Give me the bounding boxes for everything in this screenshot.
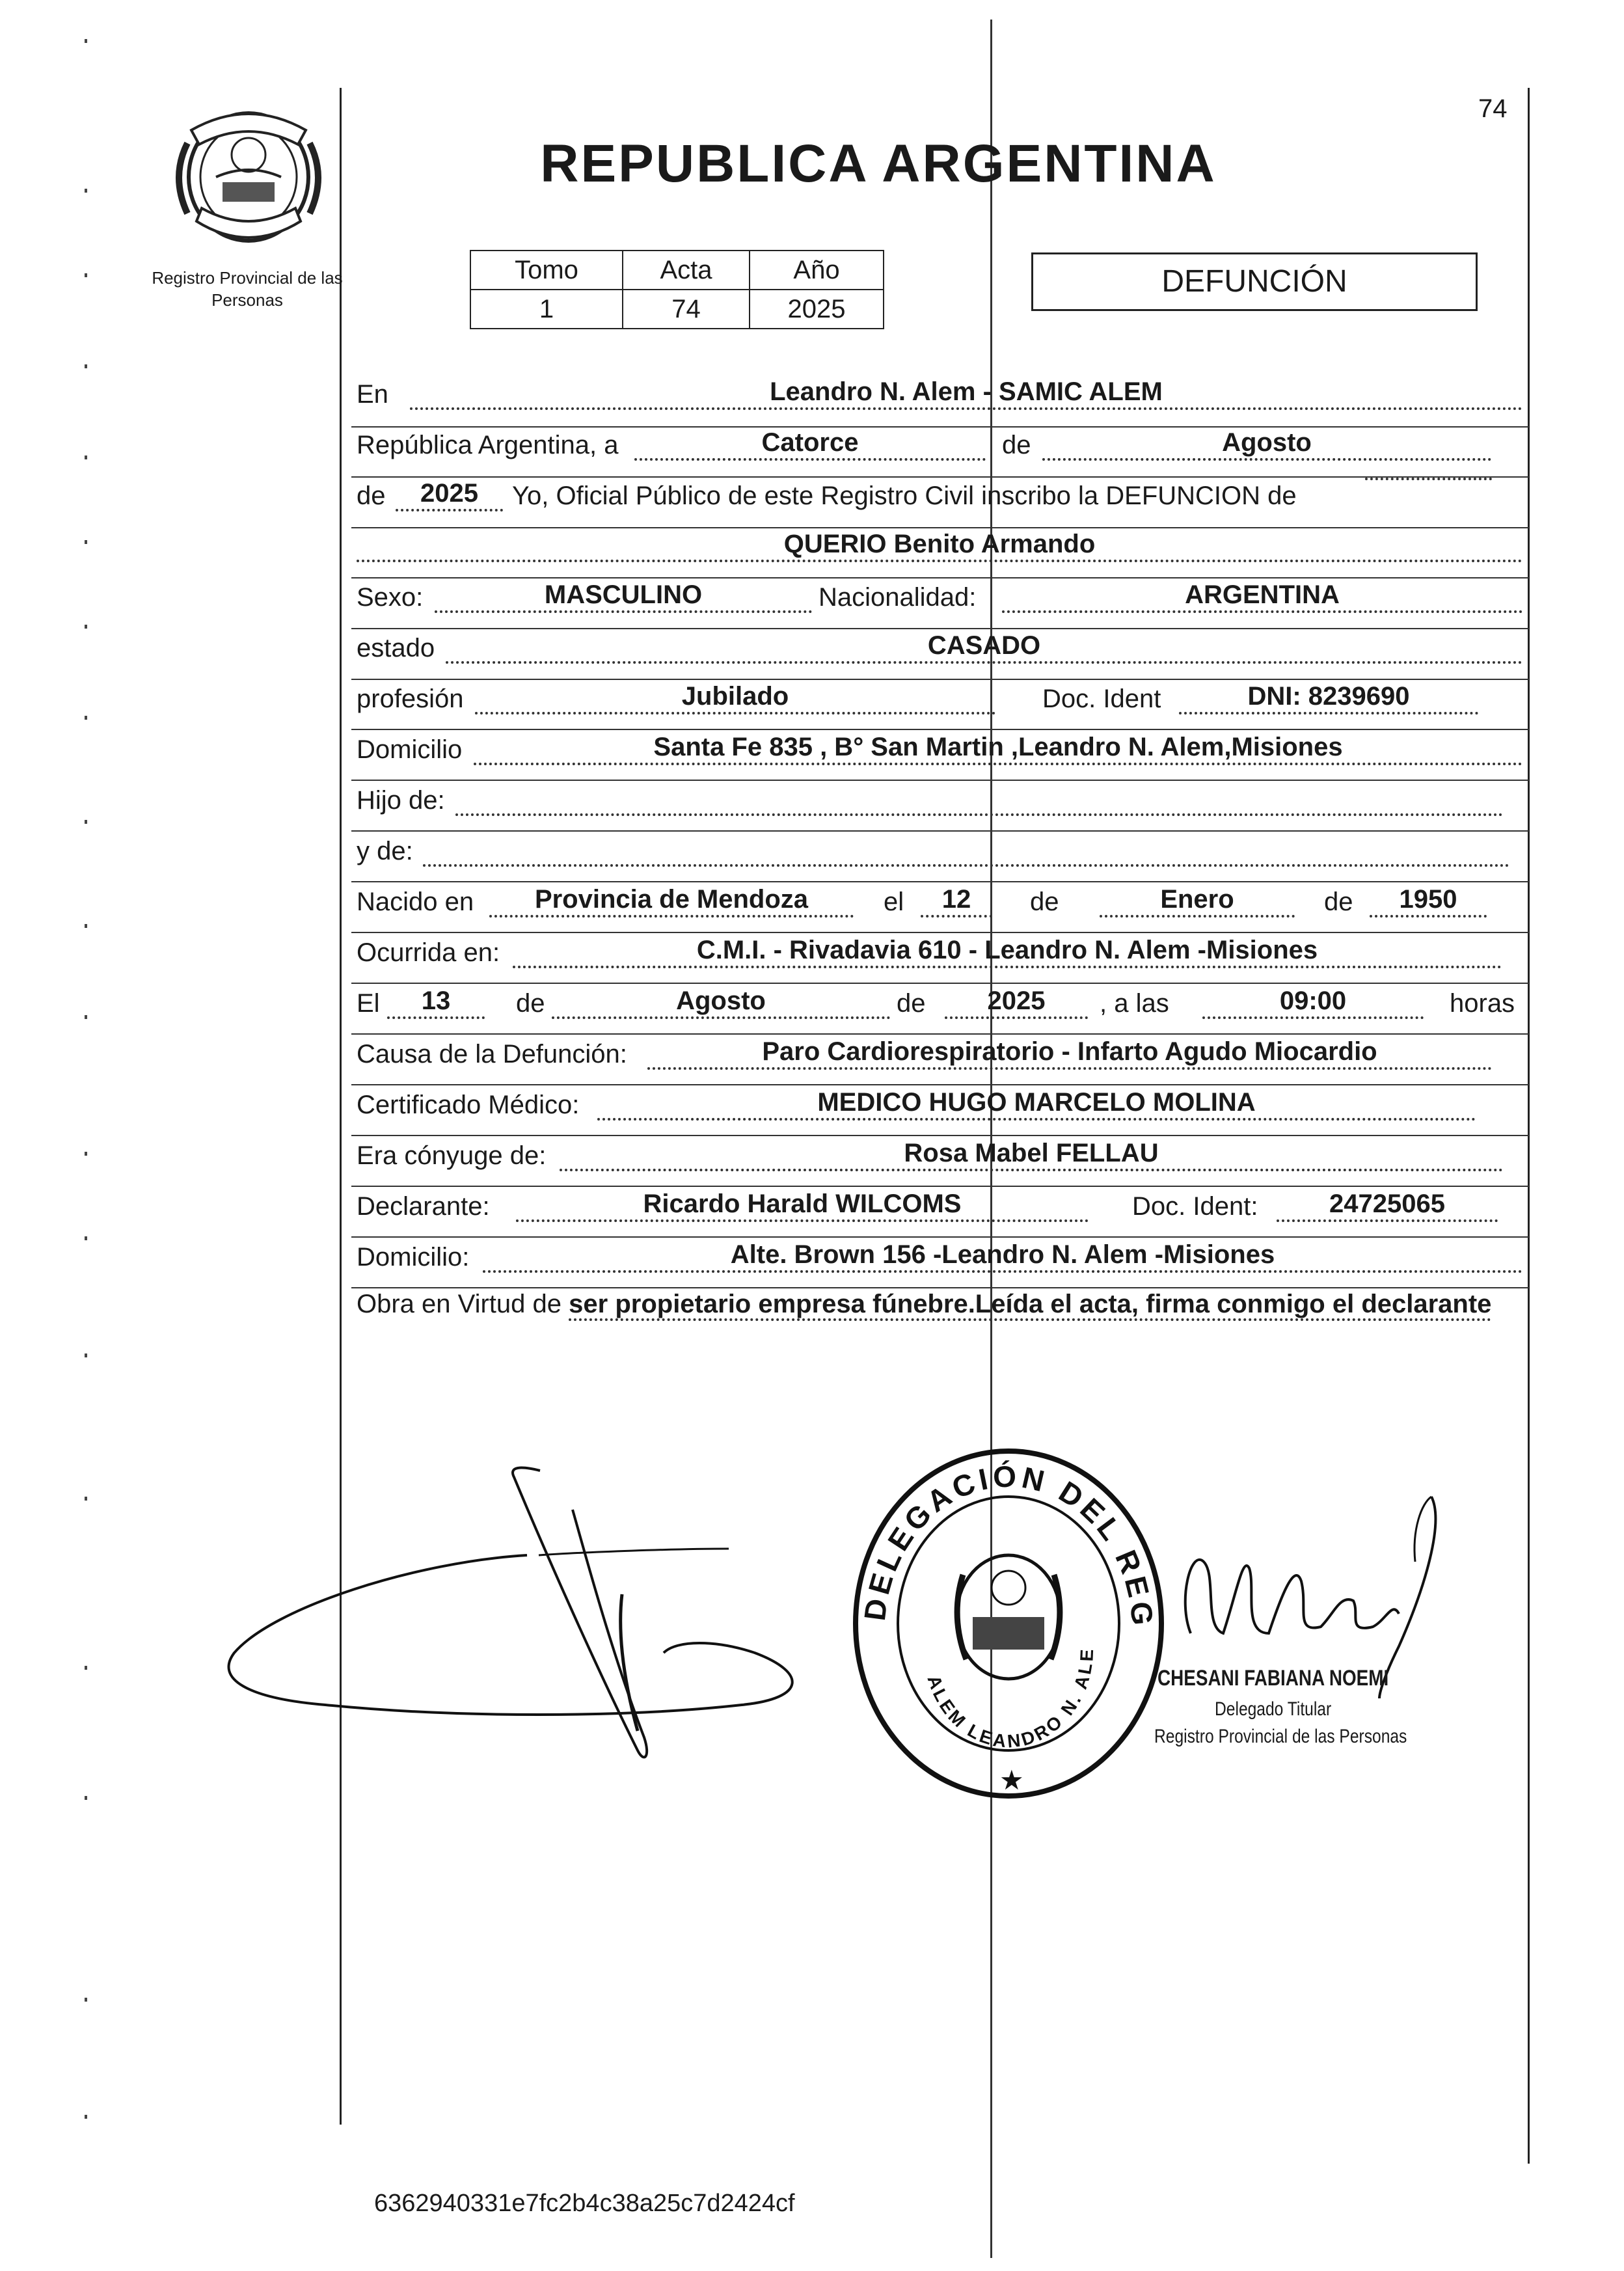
inscribo-trailing-line bbox=[1365, 478, 1492, 480]
row-rule bbox=[351, 932, 1529, 933]
ocurrida-value: C.M.I. - Rivadavia 610 - Leandro N. Alem -Misiones bbox=[513, 934, 1502, 968]
scan-speck bbox=[85, 716, 87, 720]
scan-speck bbox=[85, 273, 87, 277]
death-de1-label: de bbox=[516, 989, 545, 1018]
en-label: En bbox=[357, 380, 388, 409]
birth-de2-label: de bbox=[1324, 888, 1353, 916]
ref-value-anio: 2025 bbox=[750, 290, 884, 329]
ref-header-tomo: Tomo bbox=[470, 251, 623, 290]
scan-speck bbox=[85, 2115, 87, 2119]
obra-label: Obra en Virtud de bbox=[357, 1290, 562, 1318]
conyuge-value: Rosa Mabel FELLAU bbox=[560, 1137, 1503, 1171]
nacido-label: Nacido en bbox=[357, 888, 474, 916]
causa-value: Paro Cardiorespiratorio - Infarto Agudo Miocardio bbox=[647, 1036, 1492, 1070]
scan-speck bbox=[85, 540, 87, 544]
domicilio-label: Domicilio bbox=[357, 735, 463, 764]
birth-month-value: Enero bbox=[1100, 884, 1295, 918]
decl-domicilio-label: Domicilio: bbox=[357, 1243, 470, 1271]
scan-speck bbox=[85, 820, 87, 824]
inscribo-text: Yo, Oficial Público de este Registro Civil inscribo la DEFUNCION de bbox=[512, 482, 1297, 510]
page-number: 74 bbox=[1478, 94, 1508, 123]
estado-value: CASADO bbox=[446, 630, 1522, 664]
misiones-seal-logo bbox=[151, 104, 346, 254]
nacionalidad-label: Nacionalidad: bbox=[819, 583, 977, 612]
signer-name: CHESANI FABIANA NOEMI bbox=[1157, 1666, 1389, 1691]
horas-label: horas bbox=[1450, 989, 1515, 1018]
nacionalidad-value: ARGENTINA bbox=[1002, 579, 1522, 613]
scan-speck bbox=[85, 1236, 87, 1240]
reference-value-row bbox=[470, 290, 884, 329]
death-year-value: 2025 bbox=[945, 985, 1088, 1019]
profesion-label: profesión bbox=[357, 685, 464, 713]
death-de2-label: de bbox=[897, 989, 926, 1018]
scan-speck bbox=[85, 1015, 87, 1019]
birth-el-label: el bbox=[884, 888, 904, 916]
scan-speck bbox=[85, 364, 87, 368]
year-value: 2025 bbox=[396, 478, 503, 511]
yde-label: y de: bbox=[357, 837, 413, 865]
certificado-label: Certificado Médico: bbox=[357, 1091, 580, 1119]
scan-speck bbox=[85, 1497, 87, 1501]
doc-value: DNI: 8239690 bbox=[1179, 681, 1478, 714]
declarante-value: Ricardo Harald WILCOMS bbox=[516, 1188, 1089, 1222]
registry-stamp bbox=[839, 1435, 1178, 1799]
scan-speck bbox=[85, 625, 87, 629]
star-icon: ★ bbox=[999, 1764, 1024, 1796]
month-value: Agosto bbox=[1042, 427, 1491, 461]
scan-speck bbox=[85, 1353, 87, 1357]
scan-speck bbox=[85, 1998, 87, 2002]
right-margin-rule bbox=[1528, 88, 1530, 2164]
death-el-label: El bbox=[357, 989, 380, 1018]
act-type-box: DEFUNCIÓN bbox=[1031, 252, 1478, 311]
ref-header-anio: Año bbox=[750, 251, 884, 290]
scan-speck bbox=[85, 1152, 87, 1156]
republica-label: República Argentina, a bbox=[357, 431, 619, 459]
row-rule bbox=[351, 1033, 1529, 1035]
svg-text:DELEGACIÓN DEL REGISTRO DE LAS bbox=[839, 1435, 1160, 1630]
declarante-doc-value: 24725065 bbox=[1277, 1188, 1498, 1222]
row-rule bbox=[351, 577, 1529, 578]
estado-label: estado bbox=[357, 634, 435, 662]
scan-speck bbox=[85, 1796, 87, 1800]
scan-speck bbox=[85, 189, 87, 193]
obra-paragraph bbox=[357, 1287, 1528, 1321]
document-hash: 6362940331e7fc2b4c38a25c7d2424cf bbox=[374, 2190, 795, 2217]
declarante-label: Declarante: bbox=[357, 1192, 490, 1221]
hijo-label: Hijo de: bbox=[357, 786, 445, 815]
nacido-value: Provincia de Mendoza bbox=[489, 884, 854, 918]
doc-label: Doc. Ident bbox=[1042, 685, 1161, 713]
decl-domicilio-value: Alte. Brown 156 -Leandro N. Alem -Misiones bbox=[483, 1239, 1522, 1273]
signer-role: Delegado Titular bbox=[1215, 1698, 1332, 1720]
declarante-doc-label: Doc. Ident: bbox=[1132, 1192, 1258, 1221]
scan-speck bbox=[85, 924, 87, 928]
birth-day-value: 12 bbox=[921, 884, 992, 918]
registry-name: Registro Provincial de las Personas bbox=[152, 268, 343, 310]
de-label: de bbox=[1002, 431, 1031, 459]
death-time-value: 09:00 bbox=[1202, 985, 1424, 1019]
year-prefix-label: de bbox=[357, 482, 386, 510]
row-rule bbox=[351, 1236, 1529, 1238]
birth-year-value: 1950 bbox=[1370, 884, 1487, 918]
sexo-value: MASCULINO bbox=[435, 579, 812, 613]
row-rule bbox=[351, 1186, 1529, 1187]
obra-value: ser propietario empresa fúnebre.Leída el acta, firma conmigo el declarante bbox=[569, 1290, 1491, 1321]
day-words-value: Catorce bbox=[634, 427, 986, 461]
sexo-label: Sexo: bbox=[357, 583, 424, 612]
en-value: Leandro N. Alem - SAMIC ALEM bbox=[410, 376, 1522, 410]
ocurrida-label: Ocurrida en: bbox=[357, 938, 500, 967]
ref-header-acta: Acta bbox=[623, 251, 750, 290]
row-rule bbox=[351, 881, 1529, 882]
scan-speck bbox=[85, 1666, 87, 1670]
conyuge-label: Era cónyuge de: bbox=[357, 1141, 547, 1170]
hijo-value bbox=[455, 782, 1503, 816]
death-month-value: Agosto bbox=[552, 985, 890, 1019]
scan-speck bbox=[85, 456, 87, 459]
row-rule bbox=[351, 830, 1529, 832]
stamp-subtext: ALEM LEANDRO N. ALE bbox=[923, 1646, 1098, 1752]
yde-value bbox=[423, 833, 1509, 867]
certificado-value: MEDICO HUGO MARCELO MOLINA bbox=[597, 1087, 1476, 1121]
domicilio-value: Santa Fe 835 , B° San Martin ,Leandro N. Alem,Misiones bbox=[474, 731, 1522, 765]
birth-de1-label: de bbox=[1030, 888, 1059, 916]
row-rule bbox=[351, 983, 1529, 984]
scan-speck bbox=[85, 39, 87, 43]
ref-value-tomo: 1 bbox=[470, 290, 623, 329]
row-rule bbox=[351, 780, 1529, 781]
signer-organization: Registro Provincial de las Personas bbox=[1154, 1726, 1407, 1747]
page-title: REPUBLICA ARGENTINA bbox=[540, 134, 1217, 193]
row-rule bbox=[351, 628, 1529, 629]
reference-table bbox=[470, 250, 884, 329]
reference-header-row bbox=[470, 251, 884, 290]
deceased-name: QUERIO Benito Armando bbox=[357, 528, 1522, 562]
ref-value-acta: 74 bbox=[623, 290, 750, 329]
row-rule bbox=[351, 1084, 1529, 1085]
stamp-text: DELEGACIÓN DEL REG bbox=[857, 1459, 1160, 1631]
row-rule bbox=[351, 679, 1529, 680]
causa-label: Causa de la Defunción: bbox=[357, 1040, 627, 1068]
death-day-value: 13 bbox=[387, 985, 485, 1019]
row-rule bbox=[351, 476, 1529, 478]
profesion-value: Jubilado bbox=[475, 681, 995, 714]
row-rule bbox=[351, 729, 1529, 730]
row-rule bbox=[351, 1135, 1529, 1136]
alas-label: , a las bbox=[1100, 989, 1169, 1018]
declarant-signature bbox=[221, 1458, 833, 1822]
